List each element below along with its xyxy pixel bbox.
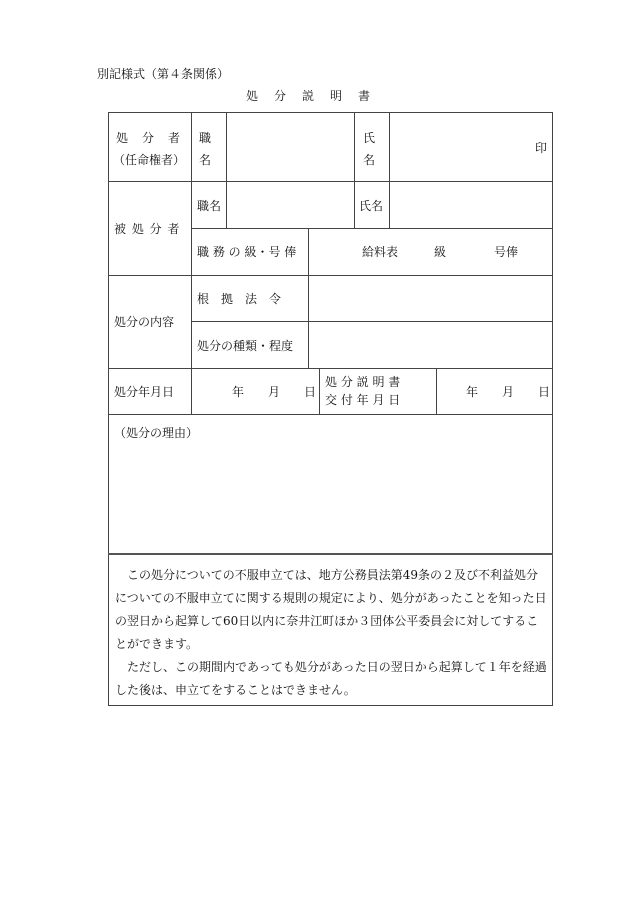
row-divider (108, 414, 553, 415)
row-divider (108, 275, 553, 276)
col-divider (226, 112, 227, 228)
row-divider (191, 228, 553, 229)
appointer-label: （任命権者） (113, 153, 186, 167)
appeal-notice (115, 564, 549, 702)
notice-divider (108, 553, 553, 555)
subject-post-label: 職名 (197, 199, 222, 213)
document-title: 処 分 説 明 書 (246, 89, 373, 103)
disposer-label: 処 分 者 (116, 131, 182, 145)
col-divider (389, 112, 390, 228)
delivery-date-label-1: 処 分 説 明 書 (325, 375, 401, 389)
form-reference: 別記様式（第４条関係） (97, 67, 230, 81)
col-divider (319, 368, 320, 414)
reason-label: （処分の理由） (114, 426, 199, 440)
content-label: 処分の内容 (114, 315, 175, 329)
col-divider (354, 112, 355, 228)
col-divider (436, 368, 437, 414)
col-divider (308, 228, 309, 368)
disposal-date-value: 年 月 日 (232, 385, 317, 399)
row-divider (108, 368, 553, 369)
type-label: 処分の種類・程度 (197, 339, 294, 353)
delivery-date-label-2: 交 付 年 月 日 (325, 393, 401, 407)
disposer-name-label-1: 氏 (363, 131, 376, 145)
subject-name-label: 氏名 (359, 199, 384, 213)
row-divider (108, 181, 553, 182)
row-divider (191, 321, 553, 322)
subject-label: 被 処 分 者 (114, 222, 181, 236)
basis-label: 根 拠 法 令 (197, 292, 282, 306)
disposal-date-label: 処分年月日 (114, 385, 175, 399)
col-divider (191, 112, 192, 414)
grade-label: 職 務 の 級・号 俸 (197, 245, 297, 259)
disposer-post-label-2: 名 (199, 153, 212, 167)
delivery-date-value: 年 月 日 (466, 385, 551, 399)
seal-mark: 印 (535, 141, 548, 155)
appeal-notice-paragraph-2: ただし、この期間内であっても処分があった日の翌日から起算して１年を経過した後は、申立てをすることはできません。 (115, 660, 547, 697)
disposer-post-label-1: 職 (199, 131, 212, 145)
grade-value: 給料表 級 号俸 (362, 245, 519, 259)
appeal-notice-paragraph-1: この処分についての不服申立ては、地方公務員法第49条の２及び不利益処分についての不服申立てに関する規則の規定により、処分があったことを知った日の翌日から起算して60日以内に奈井江町ほか３団体公平委員会に対してすることができます。 (115, 568, 547, 651)
disposer-name-label-2: 名 (363, 153, 376, 167)
